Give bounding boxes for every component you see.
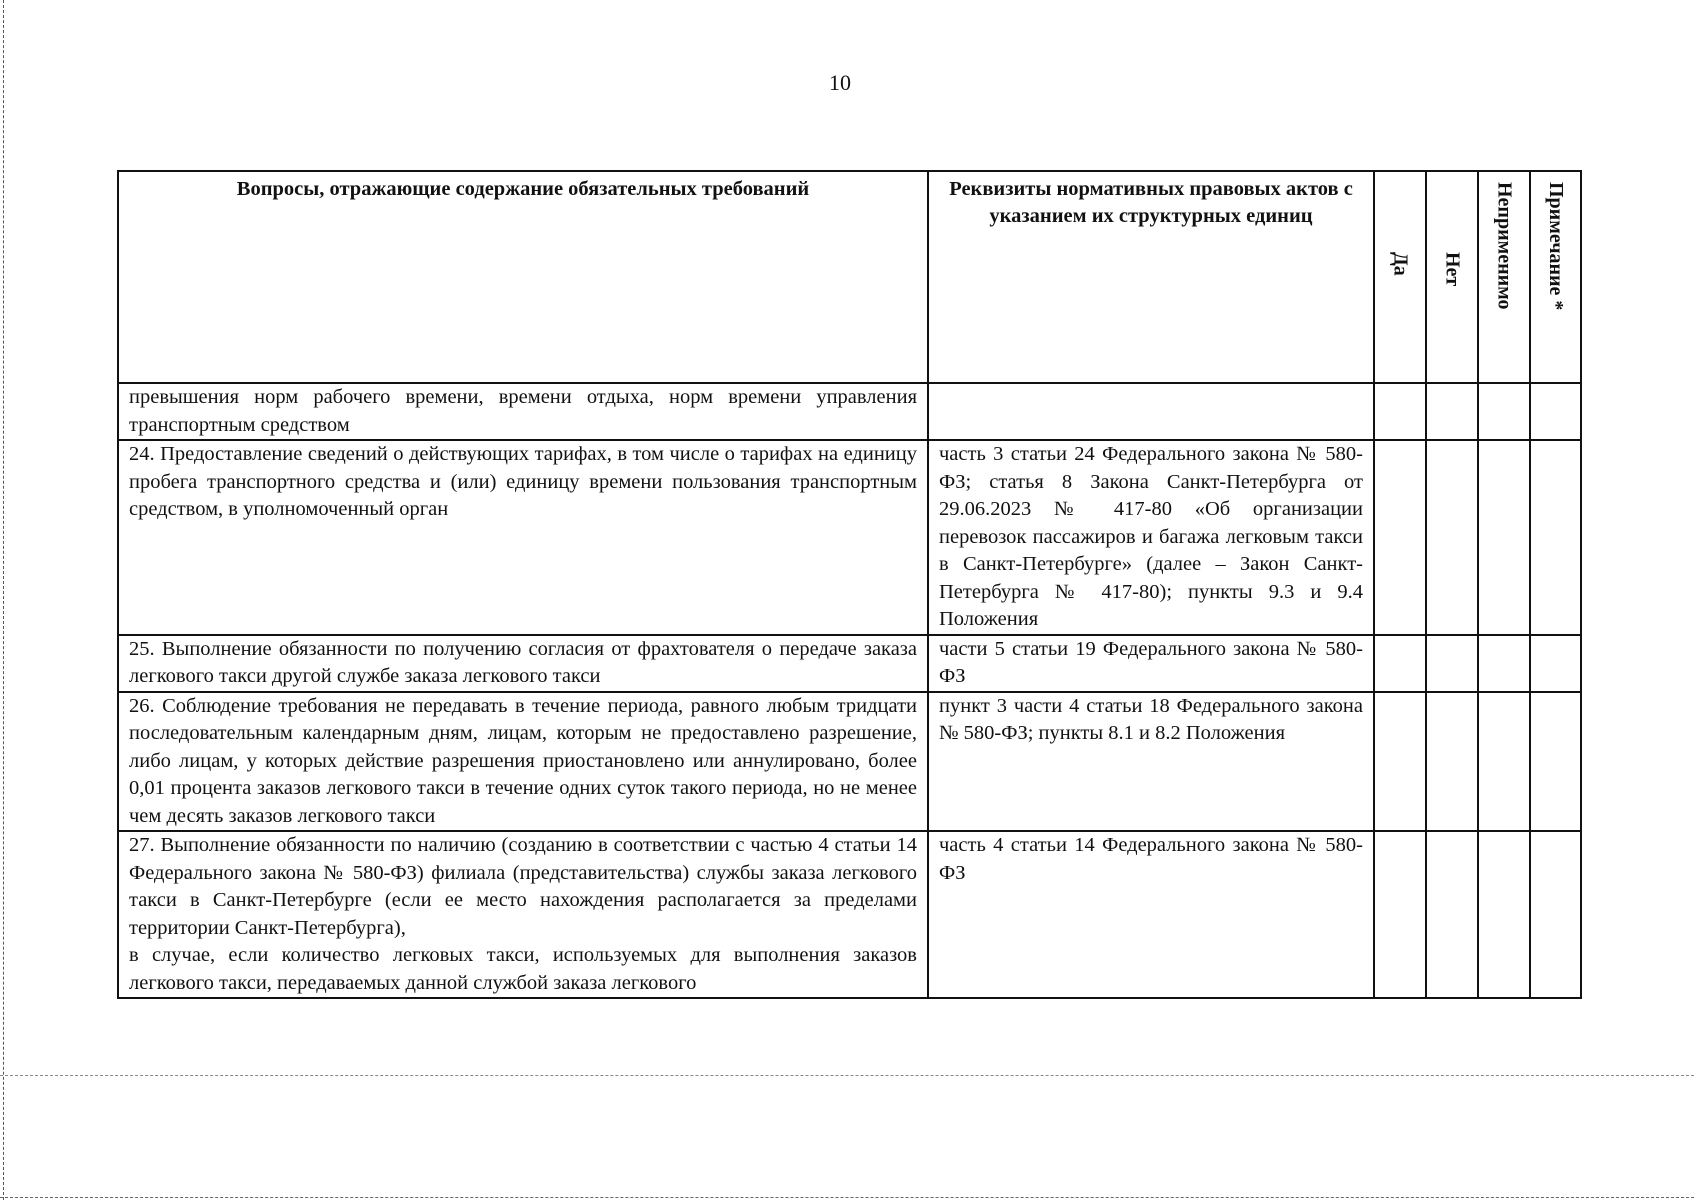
header-not-applicable-label: Неприменимо: [1493, 182, 1516, 310]
header-no-label: Нет: [1441, 252, 1464, 287]
yes-cell[interactable]: [1374, 831, 1426, 998]
question-cell: [118, 831, 928, 998]
header-note-label: Примечание *: [1545, 182, 1567, 311]
question-cell: 24. Предоставление сведений о действующих тарифах, в том числе о тарифах на единицу пробега транспортного средства и (или) единицу времени пользования транспортным средством, в уполномоченный орган: [118, 440, 928, 635]
requisites-cell: часть 4 статьи 14 Федерального закона № 580-ФЗ: [928, 831, 1374, 998]
header-row: [118, 171, 1581, 383]
page-number: 10: [829, 70, 851, 95]
table-row: [118, 383, 1581, 440]
note-cell[interactable]: [1530, 831, 1581, 998]
question-cell: 26. Соблюдение требования не передавать в течение периода, равного любым тридцати последовательным календарным дням, лицам, которым не предоставлено разрешение, либо лицам, у которых действие разрешения приостановлено или аннулировано, более 0,01 процента заказов легкового такси в течение одних суток такого периода, но не менее чем десять заказов легкового такси: [118, 692, 928, 832]
note-cell[interactable]: [1530, 383, 1581, 440]
note-cell[interactable]: [1530, 635, 1581, 692]
note-cell[interactable]: [1530, 692, 1581, 832]
question-text-continued: в случае, если количество легковых такси, используемых для выполнения заказов легкового такси, передаваемых данной службой заказа легкового: [129, 944, 917, 994]
no-cell[interactable]: [1426, 831, 1478, 998]
requisites-cell: части 5 статьи 19 Федерального закона № 580-ФЗ: [928, 635, 1374, 692]
question-text: 27. Выполнение обязанности по наличию (созданию в соответствии с частью 4 статьи 14 Федерального закона № 580-ФЗ) филиала (представительства) службы заказа легкового такси в Санкт-Петербурге (если ее место нахождения располагается за пределами территории Санкт-Петербурга),: [129, 834, 917, 939]
header-note: [1530, 171, 1581, 383]
checklist-table: [117, 170, 1582, 999]
table-row: [118, 831, 1581, 998]
note-cell[interactable]: [1530, 440, 1581, 635]
table-row: [118, 635, 1581, 692]
requisites-cell: пункт 3 части 4 статьи 18 Федерального закона № 580-ФЗ; пункты 8.1 и 8.2 Положения: [928, 692, 1374, 832]
scan-edge-bottom: [0, 1197, 1694, 1198]
table-row: [118, 692, 1581, 832]
not-applicable-cell[interactable]: [1478, 692, 1530, 832]
scan-edge-left: [3, 0, 4, 1200]
no-cell[interactable]: [1426, 440, 1478, 635]
header-requisites: Реквизиты нормативных правовых актов с указанием их структурных единиц: [928, 171, 1374, 383]
yes-cell[interactable]: [1374, 383, 1426, 440]
question-cell: 25. Выполнение обязанности по получению согласия от фрахтователя о передаче заказа легкового такси другой службе заказа легкового такси: [118, 635, 928, 692]
header-questions: Вопросы, отражающие содержание обязательных требований: [118, 171, 928, 383]
requisites-cell: [928, 383, 1374, 440]
requisites-cell: часть 3 статьи 24 Федерального закона № 580-ФЗ; статья 8 Закона Санкт-Петербурга от 29.06.2023 № 417-80 «Об организации перевозок пассажиров и багажа легковым такси в Санкт-Петербурге» (далее – Закон Санкт-Петербурга № 417-80); пункты 9.3 и 9.4 Положения: [928, 440, 1374, 635]
no-cell[interactable]: [1426, 383, 1478, 440]
no-cell[interactable]: [1426, 635, 1478, 692]
not-applicable-cell[interactable]: [1478, 635, 1530, 692]
header-yes-label: Да: [1389, 252, 1412, 276]
header-not-applicable: [1478, 171, 1530, 383]
not-applicable-cell[interactable]: [1478, 383, 1530, 440]
header-yes: [1374, 171, 1426, 383]
yes-cell[interactable]: [1374, 692, 1426, 832]
yes-cell[interactable]: [1374, 440, 1426, 635]
question-cell: превышения норм рабочего времени, времени отдыха, норм времени управления транспортным средством: [118, 383, 928, 440]
no-cell[interactable]: [1426, 692, 1478, 832]
table-row: [118, 440, 1581, 635]
header-no: [1426, 171, 1478, 383]
not-applicable-cell[interactable]: [1478, 831, 1530, 998]
not-applicable-cell[interactable]: [1478, 440, 1530, 635]
yes-cell[interactable]: [1374, 635, 1426, 692]
scan-artifact-line: [0, 1075, 1694, 1076]
